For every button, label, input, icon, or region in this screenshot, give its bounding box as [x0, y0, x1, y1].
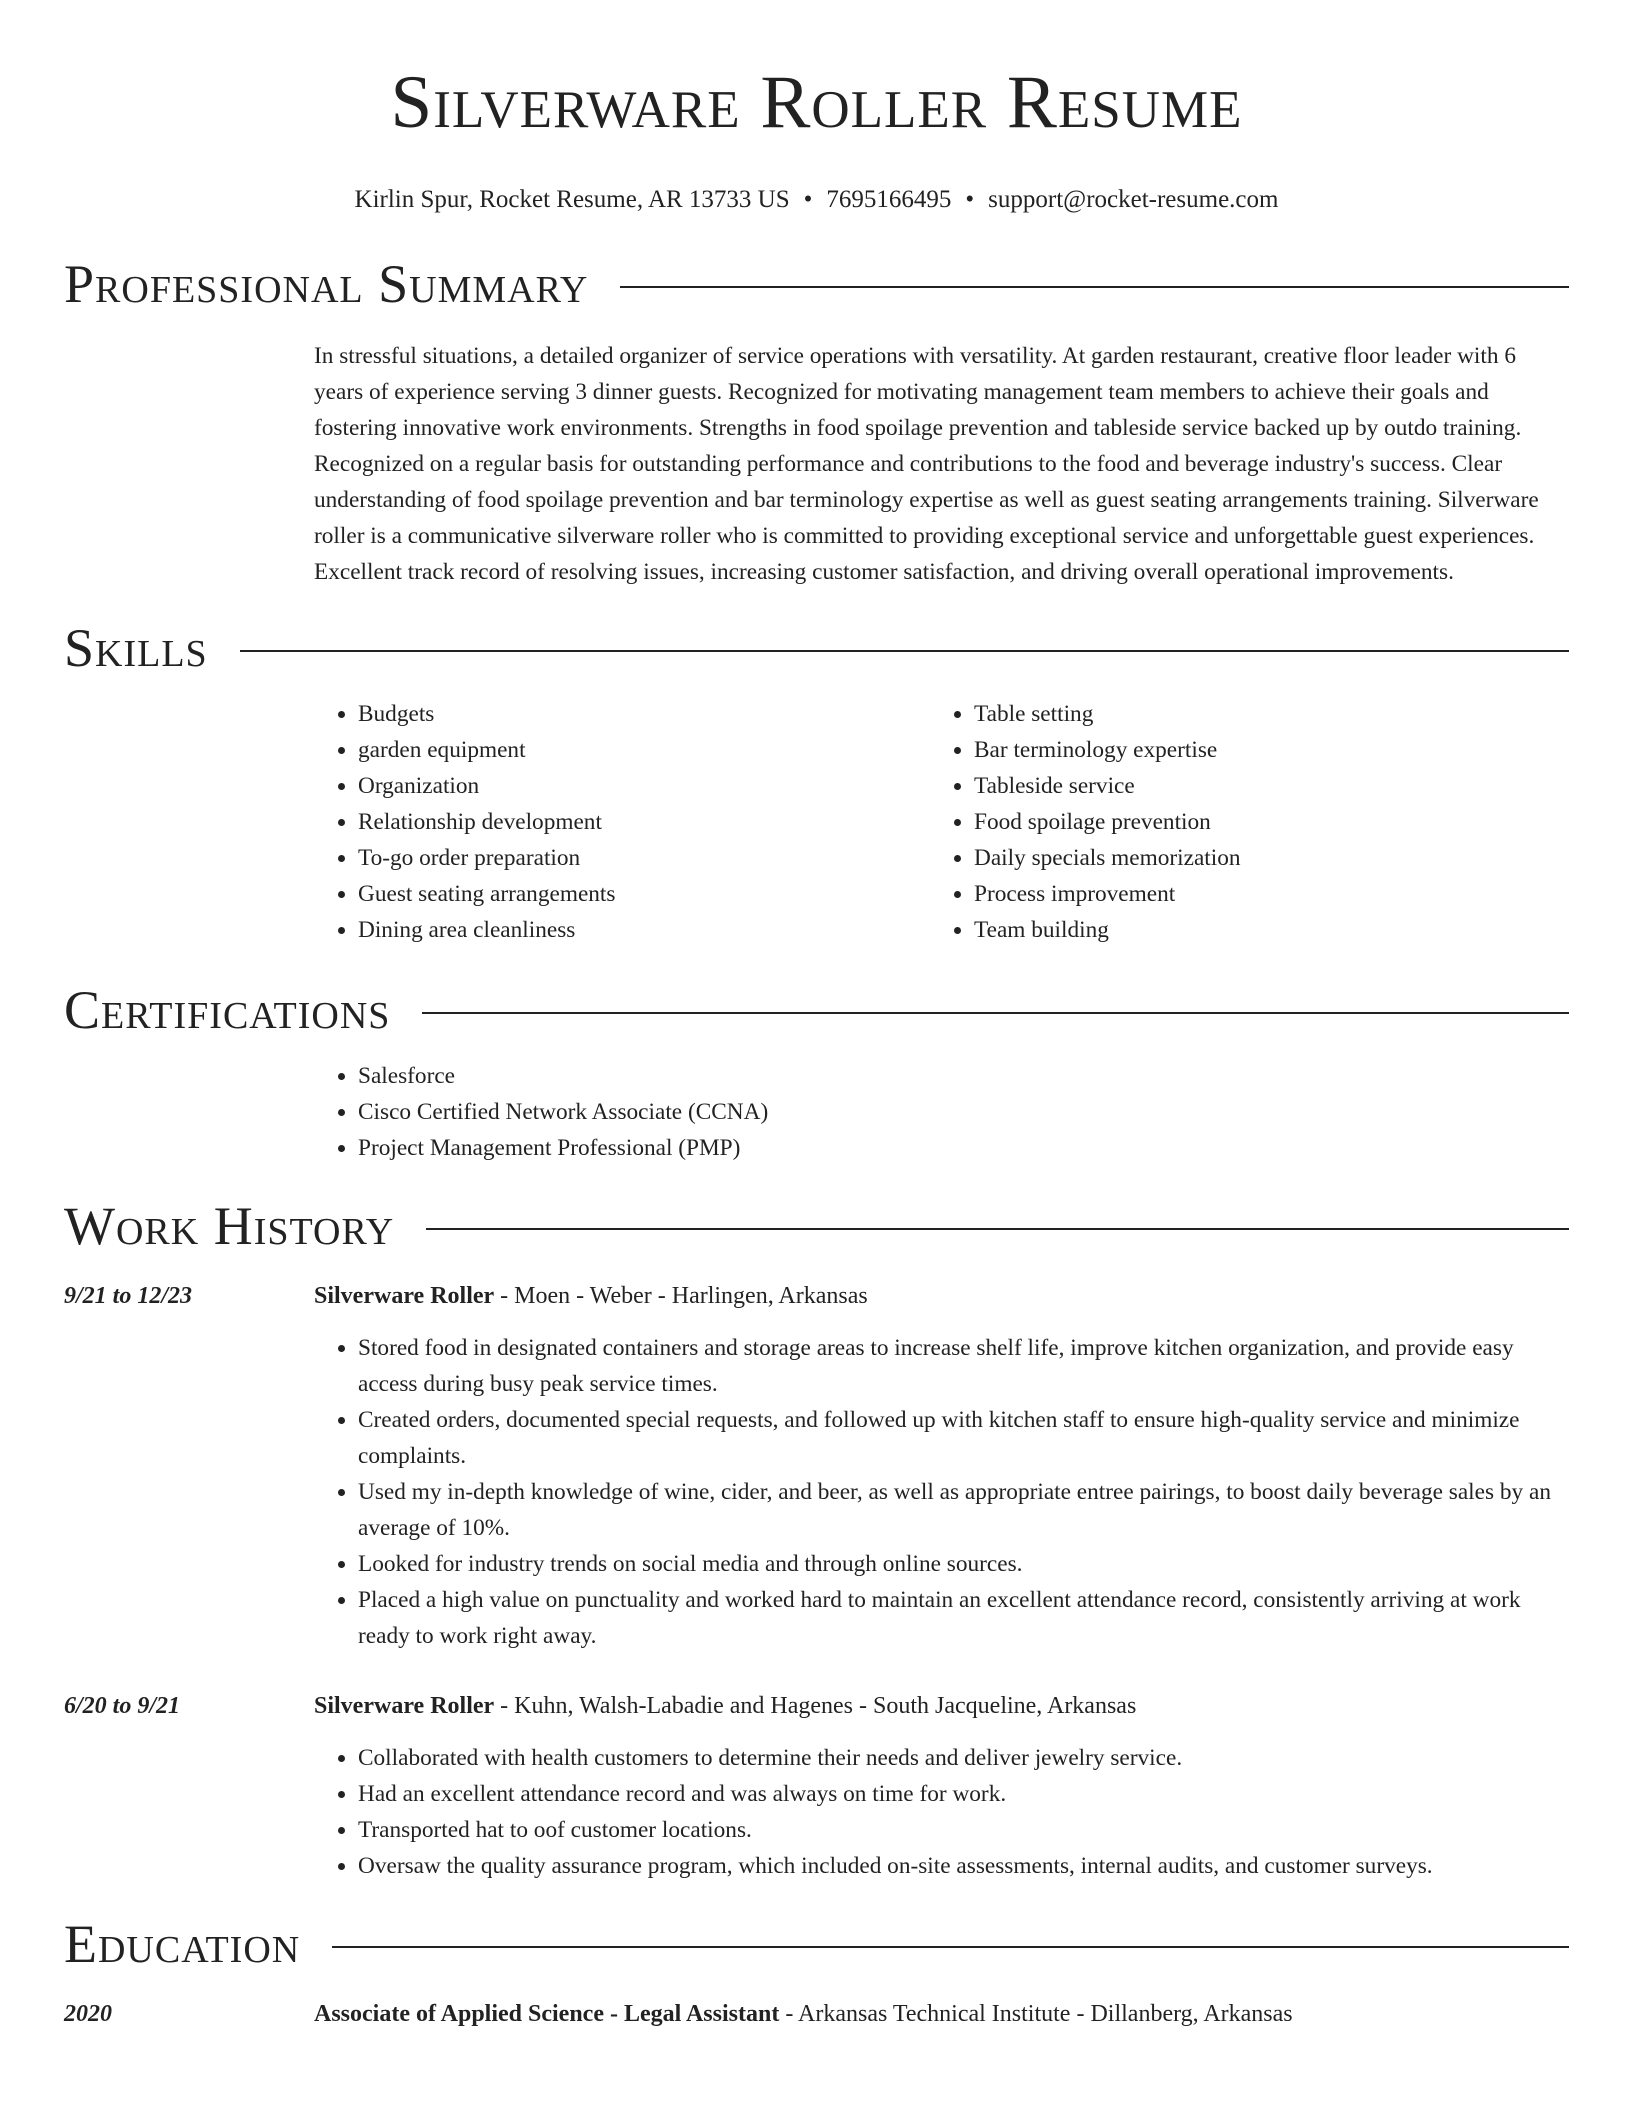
section-divider: [620, 286, 1569, 288]
certifications-section: [64, 974, 1569, 1166]
skill-item: • Dining area cleanliness: [358, 912, 930, 948]
skills-grid: [314, 696, 1569, 948]
job-dates: 9/21 to 12/23: [64, 1283, 193, 1309]
job-bullet: • Looked for industry trends on social media and through online sources.: [358, 1546, 1569, 1582]
certification-item: • Project Management Professional (PMP): [358, 1130, 1569, 1166]
skill-item: • Process improvement: [974, 876, 1546, 912]
section-header: [64, 1190, 1569, 1262]
skill-item: • Food spoilage prevention: [974, 804, 1546, 840]
skills-section: [64, 612, 1569, 948]
summary-section: [64, 248, 1569, 590]
skill-item: • To-go order preparation: [358, 840, 930, 876]
certification-item: • Cisco Certified Network Associate (CCNA): [358, 1094, 1569, 1130]
education-section: [64, 1908, 1569, 2032]
skill-item: • Relationship development: [358, 804, 930, 840]
education-heading-line: [314, 1996, 1569, 2032]
job-bullets: [314, 1740, 1569, 1884]
skill-item: • Bar terminology expertise: [974, 732, 1546, 768]
job-bullet: • Collaborated with health customers to determine their needs and deliver jewelry service.: [358, 1740, 1569, 1776]
certifications-list: [314, 1058, 1569, 1166]
section-header: [64, 1908, 1569, 1980]
skill-item: • Table setting: [974, 696, 1546, 732]
contact-separator: •: [803, 186, 813, 213]
education-body: [314, 1996, 1569, 2032]
job-heading: [314, 1688, 1569, 1724]
job-details: - Moen - Weber - Harlingen, Arkansas: [494, 1283, 868, 1309]
skills-heading: Skills: [64, 618, 208, 678]
section-divider: [332, 1946, 1569, 1948]
section-divider: [426, 1228, 1569, 1230]
job-bullet: • Placed a high value on punctuality and worked hard to maintain an excellent attendance record, consistently arriving at work ready to work right away.: [358, 1582, 1569, 1654]
certifications-list-wrapper: [314, 1058, 1569, 1166]
education-details: - Arkansas Technical Institute - Dillanberg, Arkansas: [779, 2001, 1293, 2027]
section-header: [64, 612, 1569, 684]
skill-item: • Daily specials memorization: [974, 840, 1546, 876]
contact-separator: •: [965, 186, 975, 213]
job-bullet: • Transported hat to oof customer locations.: [358, 1812, 1569, 1848]
job-body: [314, 1278, 1569, 1654]
contact-phone: 7695166495: [826, 186, 952, 213]
summary-text: In stressful situations, a detailed organizer of service operations with versatility. At garden restaurant, creative floor leader with 6 years of experience serving 3 dinner guests. Recognized for motivating management team members to achieve their goals and fostering innovative work environments. Strengths in food spoilage prevention and tableside service backed up by outdo training. Recognized on a regular basis for outstanding performance and contributions to the food and beverage industry's success. Clear understanding of food spoilage prevention and bar terminology expertise as well as guest seating arrangements training. Silverware roller is a communicative silverware roller who is committed to providing exceptional service and unforgettable guest experiences. Excellent track record of resolving issues, increasing customer satisfaction, and driving overall operational improvements.: [314, 343, 1539, 585]
job-bullets: [314, 1330, 1569, 1654]
job-heading: [314, 1278, 1569, 1314]
certifications-heading: Certifications: [64, 980, 391, 1040]
skill-item: • Guest seating arrangements: [358, 876, 930, 912]
job-bullet: • Created orders, documented special requests, and followed up with kitchen staff to ensure high-quality service and minimize complaints.: [358, 1402, 1569, 1474]
job-entry: [64, 1688, 1569, 1884]
section-divider: [240, 650, 1569, 652]
skills-column-right: [930, 696, 1546, 948]
summary-heading: Professional Summary: [64, 254, 589, 314]
work-history-heading: Work History: [64, 1196, 395, 1256]
job-bullet: • Oversaw the quality assurance program, which included on-site assessments, internal audits, and customer surveys.: [358, 1848, 1569, 1884]
education-heading: Education: [64, 1914, 301, 1974]
section-divider: [422, 1012, 1569, 1014]
job-role: Silverware Roller: [314, 1283, 495, 1309]
education-degree: Associate of Applied Science - Legal Assistant: [314, 2001, 780, 2027]
skills-list-right: [930, 696, 1546, 948]
job-bullet: • Stored food in designated containers and storage areas to increase shelf life, improve kitchen organization, and provide easy access during busy peak service times.: [358, 1330, 1569, 1402]
skill-item: • garden equipment: [358, 732, 930, 768]
contact-address: Kirlin Spur, Rocket Resume, AR 13733 US: [354, 186, 790, 213]
skills-list-left: [314, 696, 930, 948]
skill-item: • Budgets: [358, 696, 930, 732]
skills-column-left: [314, 696, 930, 948]
section-header: [64, 974, 1569, 1046]
education-year: 2020: [64, 2001, 112, 2027]
job-role: Silverware Roller: [314, 1693, 495, 1719]
contact-line: [64, 184, 1569, 216]
skill-item: • Tableside service: [974, 768, 1546, 804]
job-details: - Kuhn, Walsh-Labadie and Hagenes - South Jacqueline, Arkansas: [494, 1693, 1137, 1719]
job-entry: [64, 1278, 1569, 1654]
job-bullet: • Used my in-depth knowledge of wine, cider, and beer, as well as appropriate entree pairings, to boost daily beverage sales by an average of 10%.: [358, 1474, 1569, 1546]
work-history-section: [64, 1190, 1569, 1884]
education-entry: [64, 1996, 1569, 2032]
resume-title: Silverware Roller Resume: [390, 61, 1243, 144]
job-body: [314, 1688, 1569, 1884]
certification-item: • Salesforce: [358, 1058, 1569, 1094]
section-header: [64, 248, 1569, 320]
contact-email: support@rocket-resume.com: [988, 186, 1279, 213]
job-dates: 6/20 to 9/21: [64, 1693, 181, 1719]
job-bullet: • Had an excellent attendance record and was always on time for work.: [358, 1776, 1569, 1812]
skill-item: • Organization: [358, 768, 930, 804]
skill-item: • Team building: [974, 912, 1546, 948]
